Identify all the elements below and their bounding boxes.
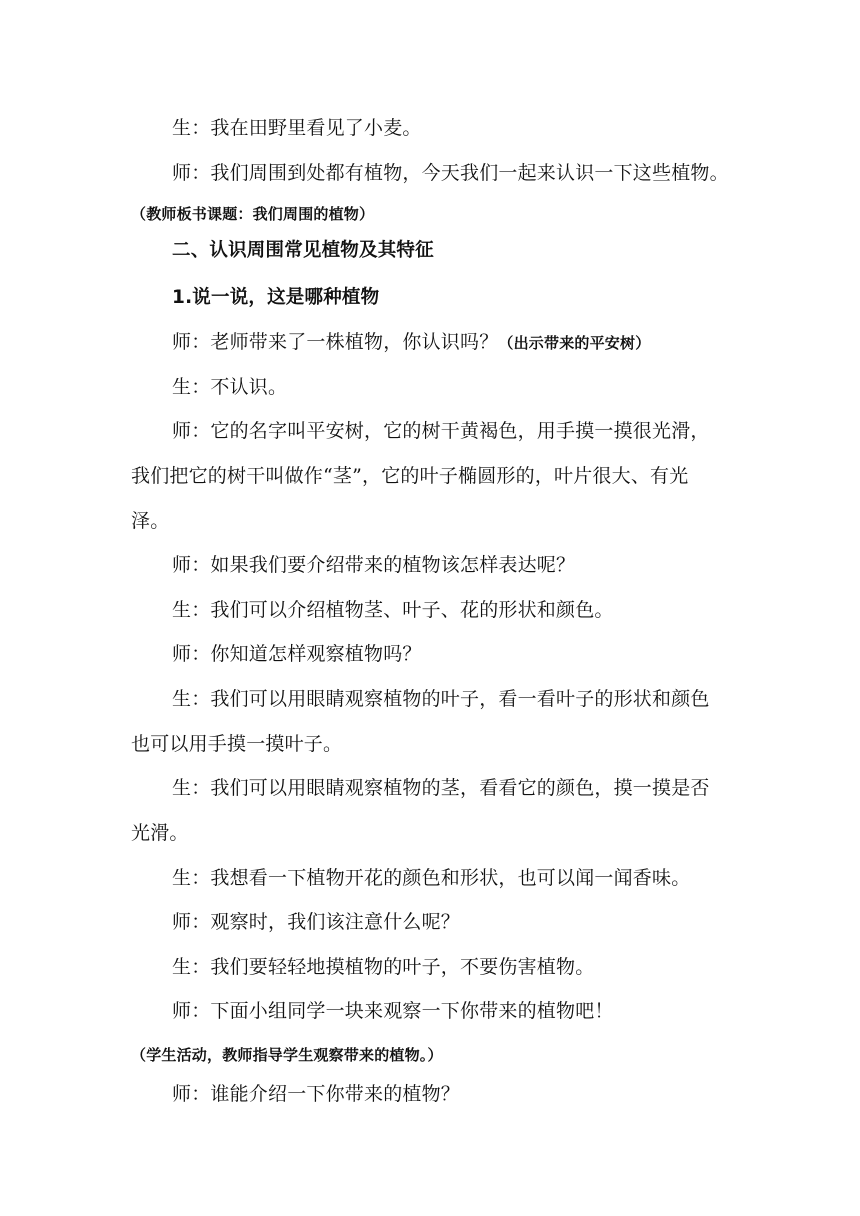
paragraph-teacher-describe-line3: 泽。	[131, 510, 170, 532]
paragraph-student-leaves-line2: 也可以用手摸一摸叶子。	[131, 733, 343, 755]
stage-note-board-title: （教师板书课题：我们周围的植物）	[131, 205, 375, 223]
paragraph-teacher-observe: 师：你知道怎样观察植物吗？	[172, 643, 422, 665]
paragraph-teacher-intro: 师：我们周围到处都有植物，今天我们一起来认识一下这些植物。	[172, 162, 729, 184]
paragraph-student-leaves-line1: 生：我们可以用眼睛观察植物的叶子，看一看叶子的形状和颜色	[172, 688, 710, 710]
paragraph-teacher-describe-line1: 师：它的名字叫平安树，它的树干黄褐色，用手摸一摸很光滑，	[172, 420, 710, 442]
paragraph-student-unknown: 生：不认识。	[172, 376, 288, 398]
paragraph-teacher-how-introduce: 师：如果我们要介绍带来的植物该怎样表达呢？	[172, 554, 576, 576]
paragraph-teacher-who-introduce: 师：谁能介绍一下你带来的植物？	[172, 1083, 461, 1105]
paragraph-student-stem-line1: 生：我们可以用眼睛观察植物的茎，看看它的颜色，摸一摸是否	[172, 777, 710, 799]
paragraph-student-flowers: 生：我想看一下植物开花的颜色和形状，也可以闻一闻香味。	[172, 867, 691, 889]
paragraph-student-wheat: 生：我在田野里看见了小麦。	[172, 117, 422, 139]
section-heading-2: 二、认识周围常见植物及其特征	[172, 240, 434, 261]
paragraph-teacher-describe-line2: 我们把它的树干叫做作“茎”，它的叶子椭圆形的，叶片很大、有光	[131, 465, 689, 487]
paragraph-teacher-question	[172, 330, 650, 355]
paragraph-student-introduce: 生：我们可以介绍植物茎、叶子、花的形状和颜色。	[172, 599, 614, 621]
paragraph-teacher-group: 师：下面小组同学一块来观察一下你带来的植物吧！	[172, 1000, 614, 1022]
stage-note-student-activity: （学生活动，教师指导学生观察带来的植物。）	[131, 1046, 443, 1064]
stage-note-show-plant: （出示带来的平安树）	[498, 334, 651, 352]
paragraph-teacher-attention: 师：观察时，我们该注意什么呢？	[172, 911, 461, 933]
paragraph-student-gentle: 生：我们要轻轻地摸植物的叶子，不要伤害植物。	[172, 956, 595, 978]
paragraph-student-stem-line2: 光滑。	[131, 822, 189, 844]
subsection-heading-1: 1.说一说，这是哪种植物	[172, 287, 380, 308]
teacher-question-text: 师：老师带来了一株植物，你认识吗？	[172, 331, 499, 353]
